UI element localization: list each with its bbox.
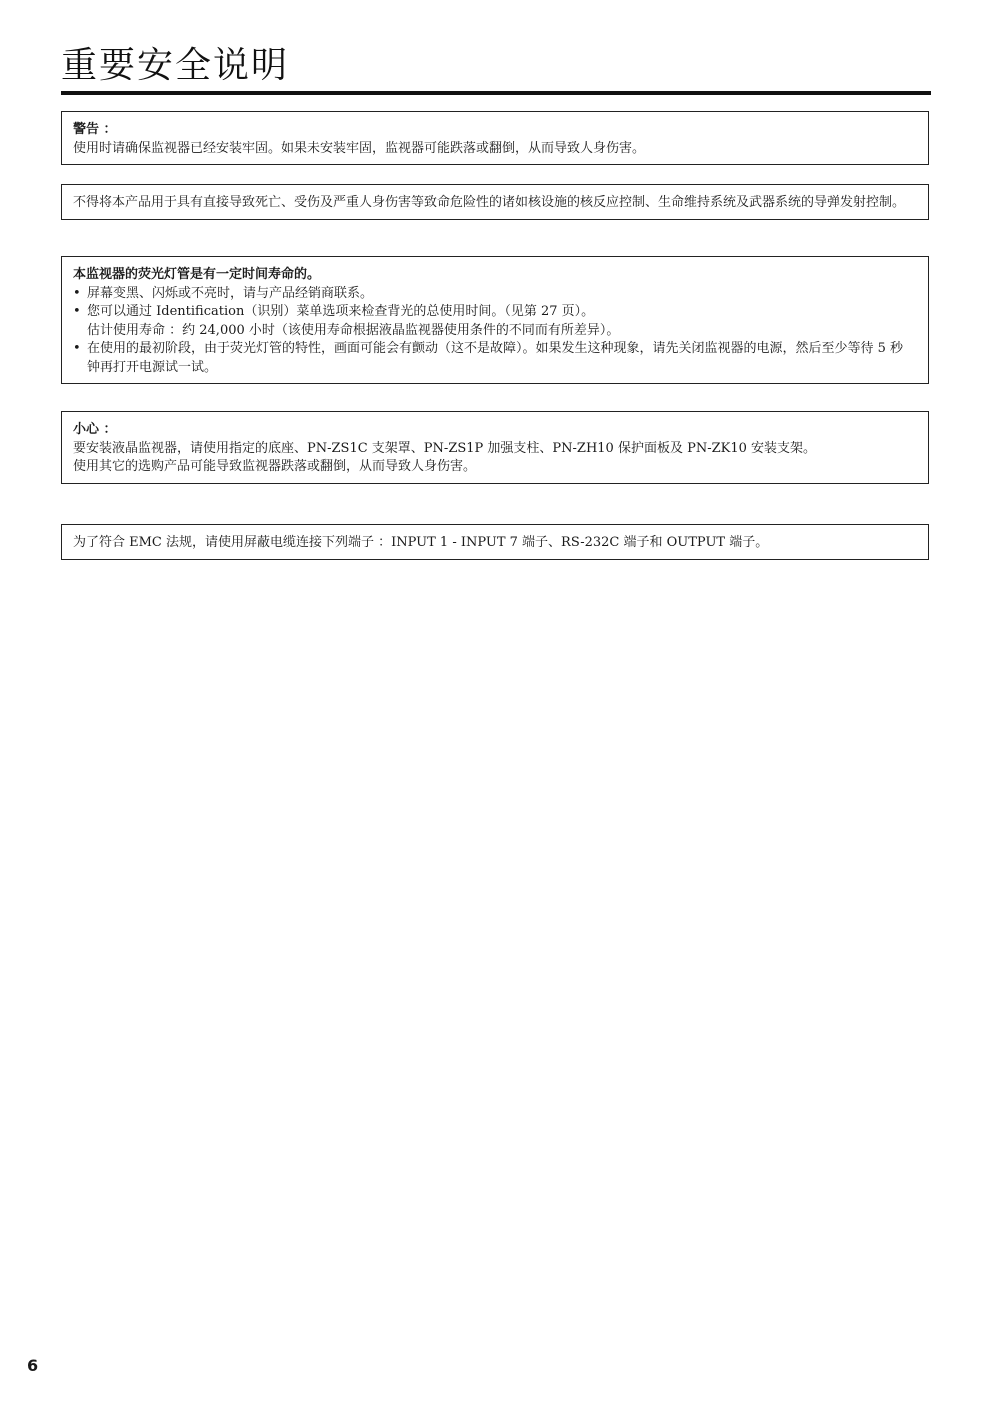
restriction-box xyxy=(61,184,929,220)
caution-heading: 小心 ： xyxy=(73,422,117,437)
title-rule xyxy=(61,91,931,95)
bullet-icon: • xyxy=(73,304,81,319)
restriction-text: 不得将本产品用于具有直接导致死亡、受伤及严重人身伤害等致命危险性的诸如核设施的核反应控制、生命维持系统及武器系统的导弹发射控制。 xyxy=(73,195,906,210)
page-number: 6 xyxy=(27,1356,39,1375)
emc-box xyxy=(61,524,929,560)
bullet-icon: • xyxy=(73,341,81,356)
lamp-list-item xyxy=(73,340,916,377)
page-title: 重要安全说明 xyxy=(61,45,290,86)
lamp-item-subtext: 估计使用寿命 ：约 24,000 小时（该使用寿命根据液晶监视器使用条件的不同而有所差异）。 xyxy=(87,322,620,338)
caution-text: 使用其它的选购产品可能导致监视器跌落或翻倒，从而导致人身伤害。 xyxy=(73,459,477,474)
warning-heading: 警告 ： xyxy=(73,122,117,137)
caution-box xyxy=(61,411,929,484)
lamp-item-text: 屏幕变黑、闪烁或不亮时，请与产品经销商联系。 xyxy=(87,285,374,301)
lamp-item-text: 您可以通过 Identification（识别）菜单选项来检查背光的总使用时间。（见第 27 页）。 xyxy=(87,304,595,319)
lamp-heading: 本监视器的荧光灯管是有一定时间寿命的。 xyxy=(73,267,321,282)
lamp-box xyxy=(61,256,929,384)
bullet-icon: • xyxy=(73,285,81,301)
lamp-list-item xyxy=(73,303,916,322)
warning-text: 使用时请确保监视器已经安装牢固。如果未安装牢固，监视器可能跌落或翻倒，从而导致人身伤害。 xyxy=(73,140,646,156)
caution-text: 要安装液晶监视器，请使用指定的底座、PN-ZS1C 支架罩、PN-ZS1P 加强支柱、PN-ZH10 保护面板及 PN-ZK10 安装支架。 xyxy=(73,440,817,456)
warning-box xyxy=(61,111,929,165)
emc-text: 为了符合 EMC 法规，请使用屏蔽电缆连接下列端子 ：INPUT 1 - INPUT 7 端子、RS-232C 端子和 OUTPUT 端子。 xyxy=(73,535,769,550)
lamp-list-item xyxy=(73,285,916,304)
lamp-item-text: 在使用的最初阶段，由于荧光灯管的特性，画面可能会有颤动（这不是故障）。如果发生这种现象，请先关闭监视器的电源，然后至少等待 5 秒钟再打开电源试一试。 xyxy=(87,341,904,375)
